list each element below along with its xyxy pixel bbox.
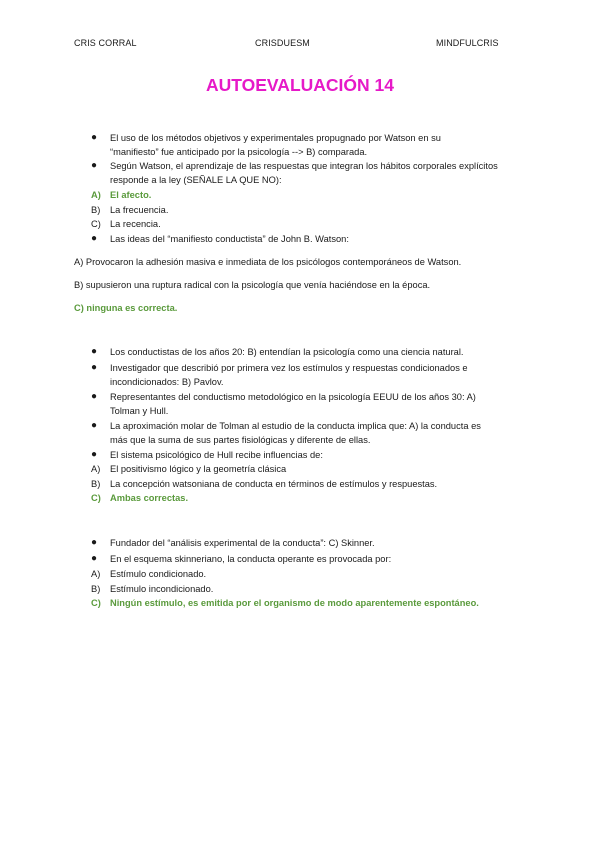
- bullet-icon: ●: [91, 132, 98, 143]
- s1-opt-a-mark: A): [91, 190, 101, 200]
- s3-opt-a-mark: A): [91, 569, 101, 579]
- s1-b3: Las ideas del “manifiesto conductista” de John B. Watson:: [110, 234, 349, 244]
- s3-b1: Fundador del “análisis experimental de la conducta”: C) Skinner.: [110, 538, 375, 548]
- bullet-icon: ●: [91, 537, 98, 548]
- bullet-icon: ●: [91, 553, 98, 564]
- s1-opt-b: La frecuencia.: [110, 205, 169, 215]
- s1-opt-a-correct: El afecto.: [110, 190, 152, 200]
- bullet-icon: ●: [91, 362, 98, 373]
- s1-para-c-correct: C) ninguna es correcta.: [74, 303, 178, 313]
- s1-b1-line1: El uso de los métodos objetivos y experimentales propugnado por Watson en su: [110, 133, 441, 143]
- s2-b4-line1: La aproximación molar de Tolman al estudio de la conducta implica que: A) la conducta es: [110, 421, 481, 431]
- s1-b1-line2: “manifiesto” fue anticipado por la psicología --> B) comparada.: [110, 147, 368, 157]
- header-left: CRIS CORRAL: [74, 38, 137, 48]
- s3-opt-b: Estímulo incondicionado.: [110, 584, 214, 594]
- s2-b2-line2: incondicionados: B) Pavlov.: [110, 377, 224, 387]
- s2-b2-line1: Investigador que describió por primera vez los estímulos y respuestas condicionados e: [110, 363, 468, 373]
- bullet-icon: ●: [91, 160, 98, 171]
- s1-b2-line2: responde a la ley (SEÑALE LA QUE NO):: [110, 175, 282, 185]
- s2-b3-line1: Representantes del conductismo metodológico en la psicología EEUU de los años 30: A): [110, 392, 476, 402]
- s1-para-a: A) Provocaron la adhesión masiva e inmediata de los psicólogos contemporáneos de Watson.: [74, 257, 462, 267]
- s3-opt-c-mark: C): [91, 598, 101, 608]
- s2-b4-line2: más que la suma de sus partes fisiológicas y diferente de ellas.: [110, 435, 371, 445]
- header-right: MINDFULCRIS: [436, 38, 499, 48]
- bullet-icon: ●: [91, 233, 98, 244]
- bullet-icon: ●: [91, 391, 98, 402]
- bullet-icon: ●: [91, 420, 98, 431]
- s2-opt-c-correct: Ambas correctas.: [110, 493, 189, 503]
- s1-opt-c-mark: C): [91, 219, 101, 229]
- page-title: AUTOEVALUACIÓN 14: [206, 75, 394, 95]
- s2-opt-b: La concepción watsoniana de conducta en términos de estímulos y respuestas.: [110, 479, 438, 489]
- s2-opt-c-mark: C): [91, 493, 101, 503]
- header-center: CRISDUESM: [255, 38, 310, 48]
- s1-para-b: B) supusieron una ruptura radical con la psicología que venía haciéndose en la época.: [74, 280, 431, 290]
- s1-opt-c: La recencia.: [110, 219, 161, 229]
- s3-opt-b-mark: B): [91, 584, 101, 594]
- s3-b2: En el esquema skinneriano, la conducta operante es provocada por:: [110, 554, 392, 564]
- s2-b3-line2: Tolman y Hull.: [110, 406, 169, 416]
- s2-opt-b-mark: B): [91, 479, 101, 489]
- s3-opt-c-correct: Ningún estímulo, es emitida por el organismo de modo aparentemente espontáneo.: [110, 598, 479, 608]
- s1-b2-line1: Según Watson, el aprendizaje de las respuestas que integran los hábitos corporales explícitos: [110, 161, 498, 171]
- s2-b1: Los conductistas de los años 20: B) entendían la psicología como una ciencia natural.: [110, 347, 464, 357]
- s1-opt-b-mark: B): [91, 205, 101, 215]
- s2-opt-a: El positivismo lógico y la geometría clásica: [110, 464, 287, 474]
- bullet-icon: ●: [91, 346, 98, 357]
- bullet-icon: ●: [91, 449, 98, 460]
- s2-opt-a-mark: A): [91, 464, 101, 474]
- s3-opt-a: Estímulo condicionado.: [110, 569, 207, 579]
- s2-b5: El sistema psicológico de Hull recibe influencias de:: [110, 450, 323, 460]
